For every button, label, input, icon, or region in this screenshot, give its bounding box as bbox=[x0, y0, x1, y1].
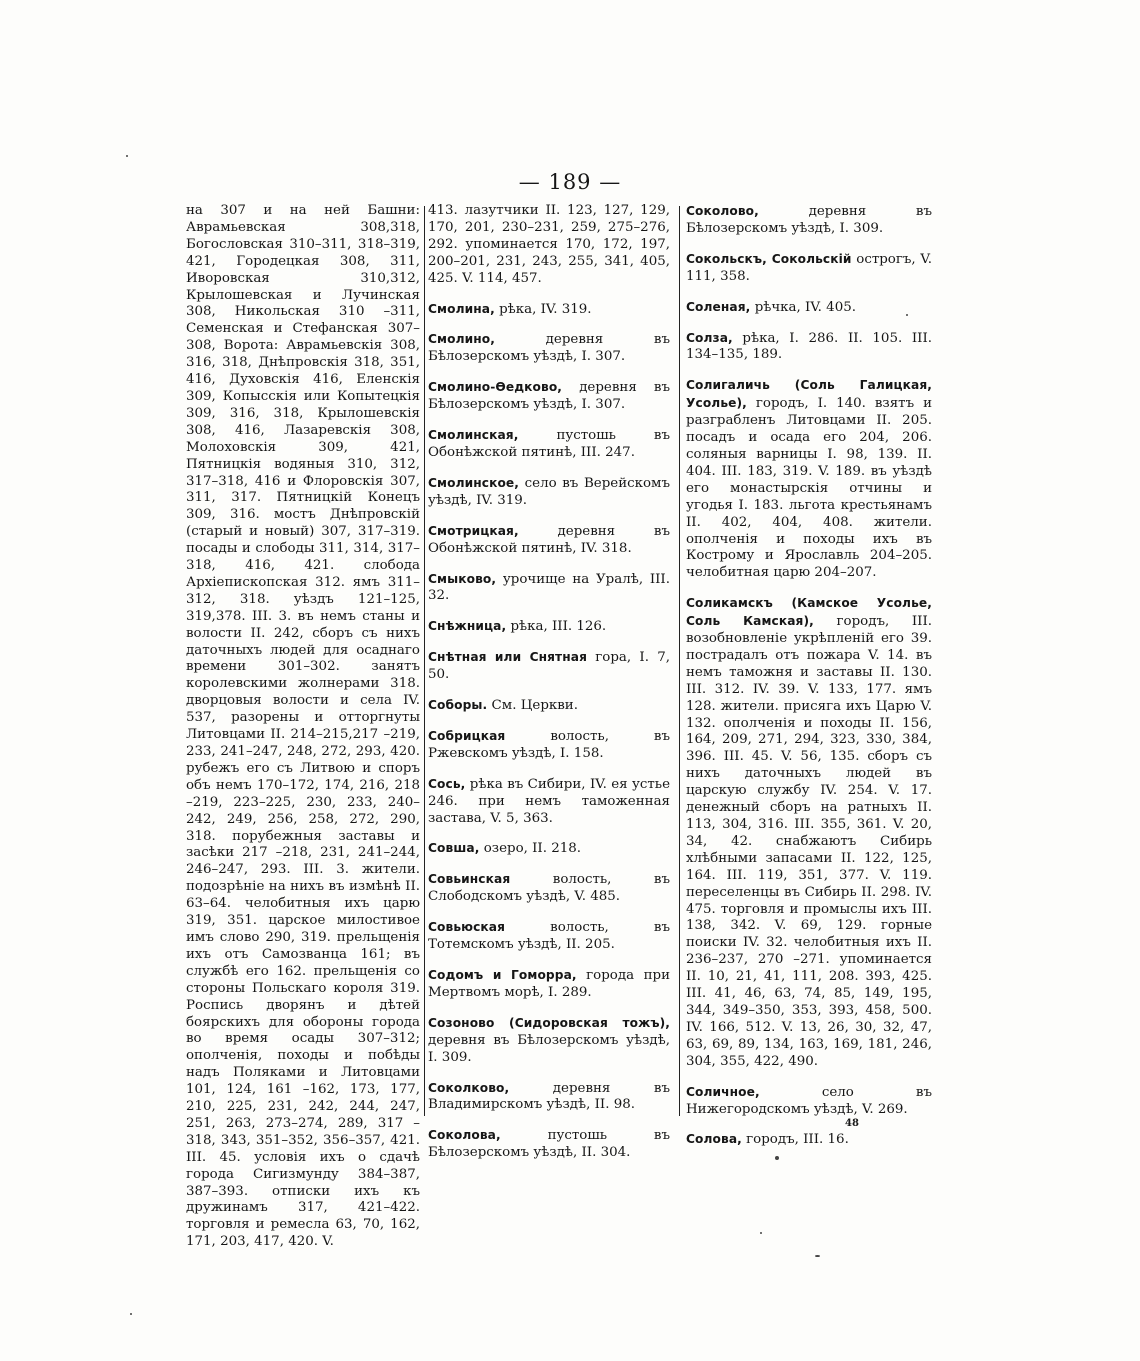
scan-speck bbox=[815, 1255, 820, 1257]
entry-headword: Соборы. bbox=[428, 698, 488, 713]
entry-headword: Смыково, bbox=[428, 571, 497, 586]
entry-headword: Созоново (Сидоровская тожъ), bbox=[428, 1015, 670, 1030]
entry-headword: Смотрицкая, bbox=[428, 523, 519, 538]
scan-speck bbox=[760, 1232, 762, 1234]
entry-headword: Солза, bbox=[686, 330, 733, 345]
entry-body: урочище на Уралѣ, III. 32. bbox=[428, 571, 670, 604]
dictionary-entry bbox=[428, 331, 670, 366]
dictionary-entry bbox=[686, 251, 932, 286]
entry-body: рѣка, IV. 319. bbox=[499, 301, 592, 317]
dictionary-entry bbox=[428, 203, 670, 288]
dictionary-entry bbox=[428, 649, 670, 684]
column-middle bbox=[428, 203, 670, 1175]
entry-body: рѣка, I. 286. II. 105. III. 134–135, 189. bbox=[686, 330, 932, 363]
dictionary-entry bbox=[686, 203, 932, 238]
dictionary-entry bbox=[686, 299, 932, 317]
entry-body: рѣка въ Сибири, IV. ея устье 246. при немъ таможенная застава, V. 5, 363. bbox=[428, 776, 670, 826]
dictionary-entry bbox=[428, 871, 670, 906]
entry-continuation: на 307 и на ней Башни: Аврамьевская 308,318, Богословская 310–311, 318–319, 421, Городецкая 308, 311, Иворовская 310,312, Крылошевская и Лучинская 308, Никольская 310 –311, Семенская и Стефанская 307–308, Ворота: Аврамьевскія 308, 316, 318, Днѣпровскія 318, 351, 416, Духовскія 416, Еленскія 309, Копысскія или Копытецкія 309, 316, 318, Крылошевскія 308, 416, Лазаревскія 308, Молоховскія 309, 421, Пятницкія водяныя 310, 312, 317–318, 416 и Флоровскія 307, 311, 317. Пятницкій Конецъ 309, 316. мостъ Днѣпровскій (старый и новый) 307, 317–319. посады и слободы 311, 314, 317–318, 416, 421. слобода Архіепископская 312. ямъ 311–312, 318. уѣздъ 121–125, 319,378. III. 3. въ немъ станы и волости II. 242, сборъ съ нихъ даточныхъ людей для осаднаго времени 301–302. занятъ королевскими жолнерами 318. дворцовыя волости и села IV. 537, разорены и отторгнуты Литовцами II. 214–215,217 –219, 233, 241–247, 248, 272, 293, 420. рубежъ его съ Литвою и споръ объ немъ 170–172, 174, 216, 218 –219, 223–225, 230, 233, 240–242, 249, 256, 258, 272, 290, 318. порубежныя заставы и засѣки 217 –218, 231, 241–244, 246–247, 293. III. 3. жители. подозрѣніе на нихъ въ измѣнѣ II. 63–64. челобитныя ихъ царю 319, 351. царское милостивое имъ слово 290, 319. прельщенія ихъ отъ Самозванца 161; въ службѣ его 162. прельщенія со стороны Польскаго короля 319. Роспись дворянъ и дѣтей боярскихъ для обороны города во время осады 307–312; ополченія, походы и побѣды надъ Поляками и Литовцами 101, 124, 161 –162, 173, 177, 210, 225, 231, 242, 244, 247, 251, 263, 273–274, 289, 317 –318, 343, 351–352, 356–357, 421. III. 45. условія ихъ о сдачѣ города Сигизмунду 384–387, 387–393. отписки ихъ къ дружинамъ 317, 421–422. торговля и ремесла 63, 70, 162, 171, 203, 417, 420. V. bbox=[186, 203, 420, 1250]
printer-signature-mark: 48 bbox=[845, 1118, 859, 1129]
entry-body: деревня въ Бѣлозерскомъ уѣздѣ, I. 309. bbox=[428, 1032, 670, 1065]
entry-headword: Смолина, bbox=[428, 301, 495, 316]
dictionary-entry bbox=[428, 728, 670, 763]
entry-body: городъ, I. 140. взятъ и разграбленъ Литовцами II. 205. посадъ и осада его 204, 206. соляныя варницы I. 98, 139. II. 404. III. 183, 319. V. 189. въ уѣздѣ его монастырскія отчины и угодья I. 183. льгота крестьянамъ II. 402, 404, 408. жители. ополченія и походы ихъ въ Кострому и Ярославль 204–205. челобитная царю 204–207. bbox=[686, 396, 933, 581]
entry-headword: Соленая, bbox=[686, 299, 751, 314]
dictionary-entry bbox=[428, 967, 670, 1002]
page-number: — 189 — bbox=[518, 170, 622, 194]
entry-headword: Собрицкая bbox=[428, 728, 506, 743]
dictionary-entry bbox=[686, 595, 932, 1070]
column-right bbox=[686, 203, 932, 1162]
entry-headword: Снѣтная или Снятная bbox=[428, 650, 587, 665]
entry-headword: Сокольскъ, Сокольскій bbox=[686, 251, 852, 266]
dictionary-entry bbox=[686, 1084, 932, 1119]
entry-headword: Солигаличь (Соль Галицкая, Усолье), bbox=[686, 378, 932, 411]
entry-headword: Соличное, bbox=[686, 1084, 760, 1099]
scan-speck bbox=[906, 314, 908, 316]
entry-headword: Смолино-Ѳедково, bbox=[428, 380, 563, 395]
entry-headword: Сось, bbox=[428, 776, 466, 791]
dictionary-entry bbox=[428, 1015, 670, 1067]
entry-headword: Солова, bbox=[686, 1132, 742, 1147]
dictionary-entry bbox=[428, 301, 670, 319]
dictionary-entry bbox=[686, 377, 932, 582]
entry-headword: Совьюская bbox=[428, 920, 506, 935]
entry-body: 413. лазутчики II. 123, 127, 129, 170, 201, 230–231, 259, 275–276, 292. упоминается 170, 172, 197, 200–201, 231, 243, 255, 341, 405, 425. V. 114, 457. bbox=[428, 203, 670, 286]
dictionary-entry bbox=[428, 919, 670, 954]
entry-headword: Соколова, bbox=[428, 1128, 501, 1143]
entry-body: городъ, III. 16. bbox=[746, 1132, 849, 1148]
dictionary-entry bbox=[428, 840, 670, 858]
entry-body: острогъ, V. 111, 358. bbox=[686, 251, 932, 284]
dictionary-entry bbox=[428, 776, 670, 828]
entry-body: село въ Верейскомъ уѣздѣ, IV. 319. bbox=[428, 475, 670, 508]
entry-headword: Совша, bbox=[428, 841, 480, 856]
entry-body: деревня въ Бѣлозерскомъ уѣздѣ, I. 307. bbox=[428, 380, 670, 413]
entry-headword: Содомъ и Гоморра, bbox=[428, 968, 577, 982]
entry-body: пустошь въ Бѣлозерскомъ уѣздѣ, II. 304. bbox=[428, 1128, 670, 1161]
entry-body: волость, въ Ржевскомъ уѣздѣ, I. 158. bbox=[428, 728, 670, 761]
dictionary-entry bbox=[428, 475, 670, 510]
entry-body: рѣчка, IV. 405. bbox=[754, 299, 856, 315]
scan-speck bbox=[775, 1156, 779, 1160]
dictionary-entry bbox=[686, 1131, 932, 1149]
entry-body: деревня въ Обонѣжской пятинѣ, IV. 318. bbox=[428, 523, 670, 556]
dictionary-entry bbox=[428, 523, 670, 558]
entry-headword: Соколово, bbox=[686, 204, 759, 218]
entry-body: деревня въ Бѣлозерскомъ уѣздѣ, I. 307. bbox=[428, 332, 670, 365]
entry-body: пустошь въ Обонѣжской пятинѣ, III. 247. bbox=[428, 428, 670, 460]
dictionary-entry bbox=[686, 330, 932, 365]
entry-headword: Смолинская, bbox=[428, 428, 519, 443]
scan-speck bbox=[126, 155, 128, 157]
entry-body: озеро, II. 218. bbox=[483, 841, 582, 857]
dictionary-entry bbox=[428, 1080, 670, 1115]
column-divider bbox=[679, 206, 680, 1116]
dictionary-entry bbox=[428, 1127, 670, 1162]
entry-body: деревня въ Бѣлозерскомъ уѣздѣ, I. 309. bbox=[686, 204, 932, 236]
entry-body: городъ, III. возобновленіе укрѣпленій его 39. пострадалъ отъ пожара V. 14. въ немъ таможня и заставы II. 130. III. 312. IV. 39. V. 133, 177. ямъ 128. жители. присяга ихъ Царю V. 132. ополченія и походы II. 156, 164, 209, 271, 294, 323, 330, 384, 396. III. 45. V. 56, 135. сборъ съ нихъ даточныхъ людей въ царскую службу IV. 254. V. 17. денежный сборъ на ратныхъ II. 113, 304, 316. III. 355, 361. V. 20, 34, 42. снабжаютъ Сибирь хлѣбными запасами II. 122, 125, 164. III. 119, 351, 377. V. 119. переселенцы въ Сибирь II. 298. IV. 475. торговля и промыслы ихъ III. 138, 342. V. 69, 129. горные поиски IV. 32. челобитныя ихъ II. 236–237, 270 –271. упоминается II. 10, 21, 41, 111, 208. 393, 425. III. 41, 46, 63, 74, 85, 149, 195, 344, 349–350, 353, 393, 458, 500. IV. 166, 512. V. 13, 26, 30, 32, 47, 63, 69, 89, 134, 163, 169, 181, 246, 304, 355, 422, 490. bbox=[686, 614, 932, 1069]
entry-headword: Соколково, bbox=[428, 1080, 510, 1095]
dictionary-entry bbox=[428, 697, 670, 715]
entry-body: гора, I. 7, 50. bbox=[428, 650, 670, 683]
entry-headword: Совьинская bbox=[428, 872, 511, 887]
entry-body: рѣка, III. 126. bbox=[510, 619, 607, 635]
entry-body: волость, въ Тотемскомъ уѣздѣ, II. 205. bbox=[428, 920, 670, 953]
dictionary-entry bbox=[428, 427, 670, 462]
entry-body: См. Церкви. bbox=[491, 698, 578, 714]
entry-headword: Снѣжница, bbox=[428, 619, 507, 634]
entry-body: деревня въ Владимирскомъ уѣздѣ, II. 98. bbox=[428, 1080, 670, 1113]
column-divider bbox=[424, 206, 425, 1116]
column-left bbox=[186, 203, 420, 1251]
dictionary-entry bbox=[428, 571, 670, 606]
scan-speck bbox=[130, 1313, 132, 1315]
dictionary-entry bbox=[428, 379, 670, 414]
entry-headword: Смолинское, bbox=[428, 475, 520, 490]
entry-headword: Смолино, bbox=[428, 332, 495, 347]
dictionary-entry bbox=[428, 618, 670, 636]
entry-body: волость, въ Слободскомъ уѣздѣ, V. 485. bbox=[428, 872, 670, 905]
entry-body: города при Мертвомъ морѣ, I. 289. bbox=[428, 968, 670, 1000]
entry-headword: Соликамскъ (Камское Усолье, Соль Камская), bbox=[686, 596, 932, 629]
entry-body: село въ Нижегородскомъ уѣздѣ, V. 269. bbox=[686, 1084, 932, 1117]
